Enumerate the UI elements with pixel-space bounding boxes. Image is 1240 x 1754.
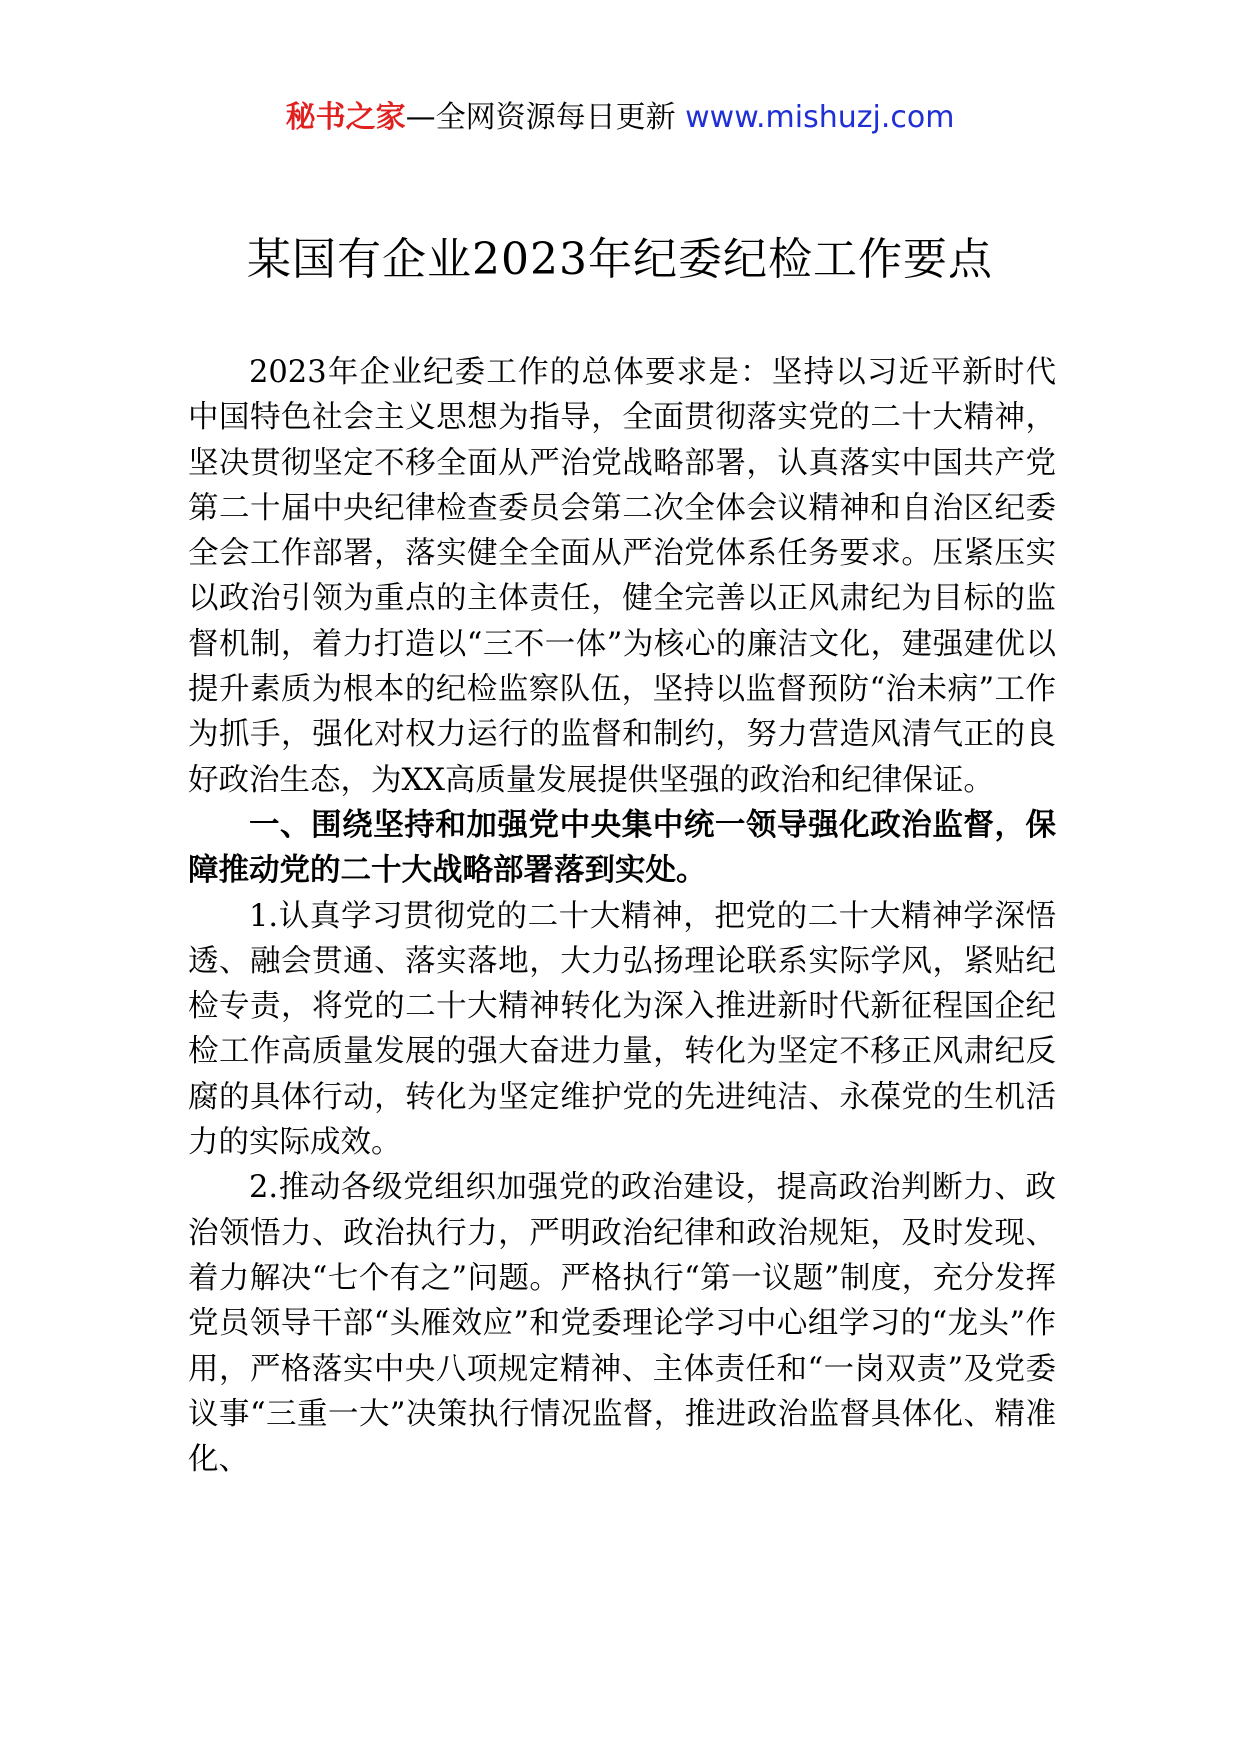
document-title: 某国有企业2023年纪委纪检工作要点 xyxy=(247,234,993,285)
paragraph-item-1: 1.认真学习贯彻党的二十大精神，把党的二十大精神学深悟透、融会贯通、落实落地，大力弘扬理论联系实际学风，紧贴纪检专责，将党的二十大精神转化为深入推进新时代新征程国企纪检工作高质量发展的强大奋进力量，转化为坚定不移正风肃纪反腐的具体行动，转化为坚定维护党的先进纯洁、永葆党的生机活力的实际成效。 xyxy=(188,898,1056,1161)
document-body xyxy=(188,350,1056,1482)
site-header xyxy=(0,98,1240,138)
site-brand: 秘书之家 xyxy=(285,100,406,135)
section-heading-1: 一、围绕坚持和加强党中央集中统一领导强化政治监督，保障推动党的二十大战略部署落到实处。 xyxy=(188,807,1056,889)
paragraph-item-2: 2.推动各级党组织加强党的政治建设，提高政治判断力、政治领悟力、政治执行力，严明政治纪律和政治规矩，及时发现、着力解决“七个有之”问题。严格执行“第一议题”制度，充分发挥党员领导干部“头雁效应”和党委理论学习中心组学习的“龙头”作用，严格落实中央八项规定精神、主体责任和“一岗双责”及党委议事“三重一大”决策执行情况监督，推进政治监督具体化、精准化、 xyxy=(188,1170,1056,1478)
paragraph-overall-requirements: 2023年企业纪委工作的总体要求是：坚持以习近平新时代中国特色社会主义思想为指导，全面贯彻落实党的二十大精神，坚决贯彻坚定不移全面从严治党战略部署，认真落实中国共产党第二十届中央纪律检查委员会第二次全体会议精神和自治区纪委全会工作部署，落实健全全面从严治党体系任务要求。压紧压实以政治引领为重点的主体责任，健全完善以正风肃纪为目标的监督机制，着力打造以“三不一体”为核心的廉洁文化，建强建优以提升素质为根本的纪检监察队伍，坚持以监督预防“治未病”工作为抓手，强化对权力运行的监督和制约，努力营造风清气正的良好政治生态，为XX高质量发展提供坚强的政治和纪律保证。 xyxy=(188,355,1056,798)
site-tagline: —全网资源每日更新 xyxy=(405,100,686,135)
site-url-link[interactable]: www.mishuzj.com xyxy=(685,100,955,135)
